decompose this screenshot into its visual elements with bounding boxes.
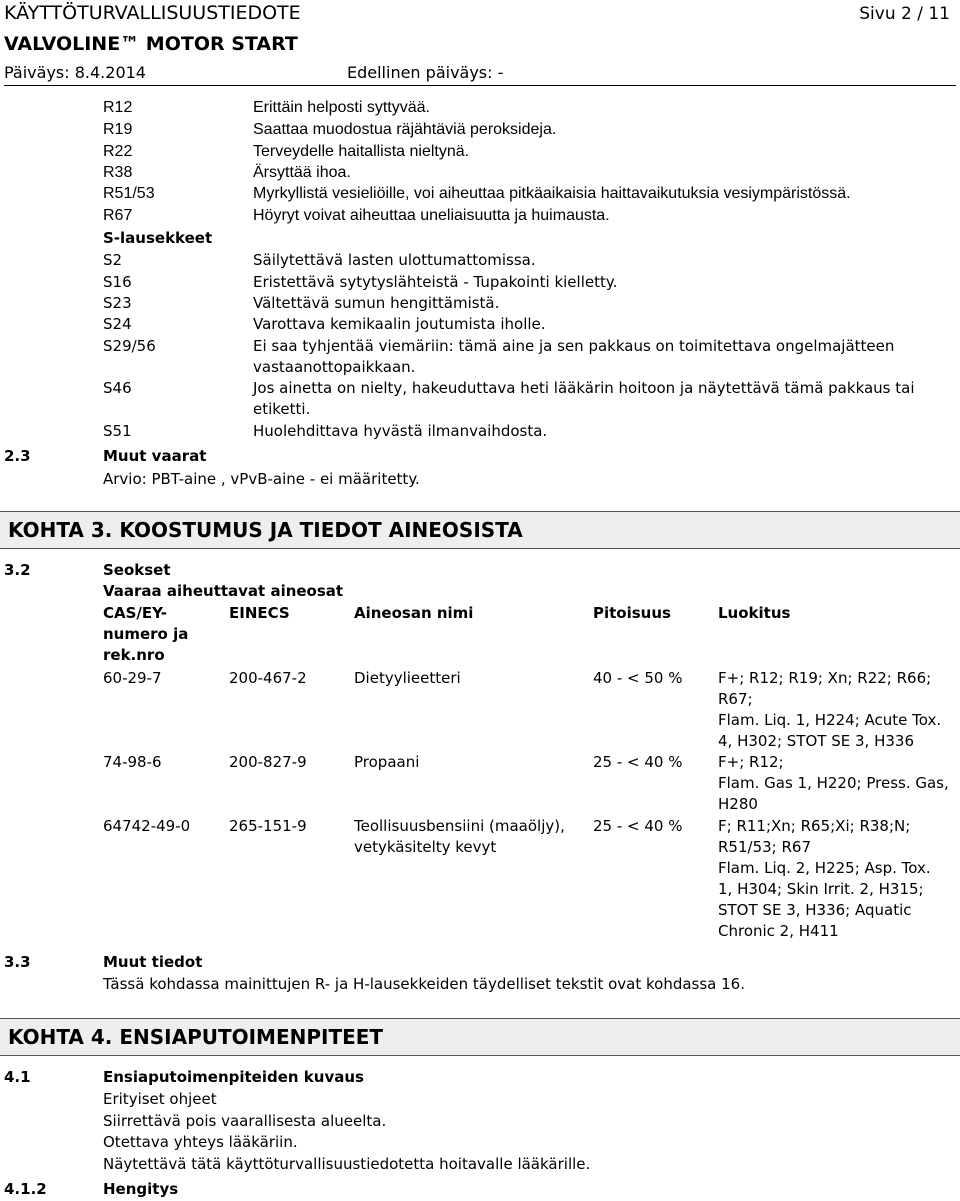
- r-code: R38: [103, 164, 133, 181]
- cell-name: Dietyylieetteri: [354, 669, 461, 687]
- col-header-cas: rek.nro: [103, 646, 165, 664]
- cell-einecs: 200-467-2: [229, 669, 307, 687]
- cell-classification: R67;: [718, 690, 753, 708]
- section-number: 3.2: [4, 561, 31, 579]
- col-header-einecs: EINECS: [229, 604, 290, 622]
- document-title: KÄYTTÖTURVALLISUUSTIEDOTE: [4, 2, 301, 24]
- r-code: R67: [103, 207, 133, 224]
- header-divider: [4, 85, 956, 86]
- s-code: S16: [103, 273, 132, 291]
- section-subtitle: Vaaraa aiheuttavat aineosat: [103, 582, 344, 600]
- r-text: Ärsyttää ihoa.: [253, 164, 351, 181]
- cell-classification: H280: [718, 795, 758, 813]
- section-number: 3.3: [4, 953, 31, 971]
- r-code: R22: [103, 143, 133, 160]
- section-band-title: KOHTA 4. ENSIAPUTOIMENPITEET: [8, 1025, 384, 1049]
- section-title: Muut vaarat: [103, 447, 207, 465]
- s-code: S29/56: [103, 337, 156, 355]
- section-line: Erityiset ohjeet: [103, 1090, 217, 1108]
- s-text-continued: etiketti.: [253, 400, 311, 418]
- cell-classification: F+; R12;: [718, 753, 784, 771]
- section-text: Arvio: PBT-aine , vPvB-aine - ei määritetty.: [103, 470, 420, 488]
- s-text: Säilytettävä lasten ulottumattomissa.: [253, 251, 536, 269]
- col-header-concentration: Pitoisuus: [593, 604, 671, 622]
- s-code: S2: [103, 251, 123, 269]
- section-line: Otettava yhteys lääkäriin.: [103, 1133, 298, 1151]
- section-number: 4.1: [4, 1068, 31, 1086]
- cell-classification: Flam. Liq. 2, H225; Asp. Tox.: [718, 859, 931, 877]
- r-text: Terveydelle haitallista nieltynä.: [253, 143, 470, 160]
- cell-classification: Chronic 2, H411: [718, 922, 839, 940]
- s-phrases-heading: S-lausekkeet: [103, 229, 213, 247]
- s-text-continued: vastaanottopaikkaan.: [253, 358, 416, 376]
- cell-classification: Flam. Liq. 1, H224; Acute Tox.: [718, 711, 942, 729]
- cell-name: vetykäsitelty kevyt: [354, 838, 497, 856]
- r-code: R12: [103, 99, 133, 116]
- cell-name: Propaani: [354, 753, 420, 771]
- s-code: S46: [103, 379, 132, 397]
- r-text: Saattaa muodostua räjähtäviä peroksideja.: [253, 121, 557, 138]
- cell-cas: 74-98-6: [103, 753, 162, 771]
- cell-name: Teollisuusbensiini (maaöljy),: [354, 817, 565, 835]
- section-band-title: KOHTA 3. KOOSTUMUS JA TIEDOT AINEOSISTA: [8, 518, 523, 542]
- section-band-3: [0, 511, 960, 549]
- s-text: Ei saa tyhjentää viemäriin: tämä aine ja sen pakkaus on toimitettava ongelmajätteen: [253, 337, 895, 355]
- issue-date: Päiväys: 8.4.2014: [4, 63, 146, 82]
- page-number: Sivu 2 / 11: [859, 4, 950, 24]
- section-number: 4.1.2: [4, 1180, 47, 1198]
- section-title: Seokset: [103, 561, 171, 579]
- cell-concentration: 25 - < 40 %: [593, 753, 683, 771]
- cell-classification: 4, H302; STOT SE 3, H336: [718, 732, 914, 750]
- col-header-classification: Luokitus: [718, 604, 791, 622]
- cell-einecs: 265-151-9: [229, 817, 307, 835]
- s-text: Huolehdittava hyvästä ilmanvaihdosta.: [253, 422, 548, 440]
- r-code: R51/53: [103, 185, 155, 202]
- cell-classification: F; R11;Xn; R65;Xi; R38;N;: [718, 817, 911, 835]
- section-title: Hengitys: [103, 1180, 179, 1198]
- s-code: S23: [103, 294, 132, 312]
- previous-date: Edellinen päiväys: -: [347, 63, 504, 82]
- col-header-cas: numero ja: [103, 625, 189, 643]
- product-name: VALVOLINE™ MOTOR START: [4, 33, 298, 55]
- col-header-name: Aineosan nimi: [354, 604, 474, 622]
- section-number: 2.3: [4, 447, 31, 465]
- cell-classification: Flam. Gas 1, H220; Press. Gas,: [718, 774, 949, 792]
- cell-cas: 60-29-7: [103, 669, 162, 687]
- s-text: Vältettävä sumun hengittämistä.: [253, 294, 500, 312]
- s-code: S24: [103, 315, 132, 333]
- cell-concentration: 40 - < 50 %: [593, 669, 683, 687]
- section-title: Muut tiedot: [103, 953, 203, 971]
- cell-classification: 1, H304; Skin Irrit. 2, H315;: [718, 880, 924, 898]
- s-code: S51: [103, 422, 132, 440]
- r-text: Erittäin helposti syttyvää.: [253, 99, 430, 116]
- cell-classification: STOT SE 3, H336; Aquatic: [718, 901, 912, 919]
- section-title: Ensiaputoimenpiteiden kuvaus: [103, 1068, 364, 1086]
- cell-concentration: 25 - < 40 %: [593, 817, 683, 835]
- s-text: Eristettävä sytytyslähteistä - Tupakointi kielletty.: [253, 273, 618, 291]
- cell-classification: F+; R12; R19; Xn; R22; R66;: [718, 669, 932, 687]
- r-text: Myrkyllistä vesieliöille, voi aiheuttaa pitkäaikaisia haittavaikutuksia vesiympäristössä.: [253, 185, 851, 202]
- cell-einecs: 200-827-9: [229, 753, 307, 771]
- cell-classification: R51/53; R67: [718, 838, 811, 856]
- s-text: Varottava kemikaalin joutumista iholle.: [253, 315, 546, 333]
- col-header-cas: CAS/EY-: [103, 604, 168, 622]
- section-line: Näytettävä tätä käyttöturvallisuustiedotetta hoitavalle lääkärille.: [103, 1155, 591, 1173]
- section-band-4: [0, 1018, 960, 1056]
- r-text: Höyryt voivat aiheuttaa uneliaisuutta ja huimausta.: [253, 207, 610, 224]
- r-code: R19: [103, 121, 133, 138]
- s-text: Jos ainetta on nielty, hakeuduttava heti lääkärin hoitoon ja näytettävä tämä pakkaus tai: [253, 379, 915, 397]
- section-line: Siirrettävä pois vaarallisesta alueelta.: [103, 1112, 387, 1130]
- cell-cas: 64742-49-0: [103, 817, 191, 835]
- section-text: Tässä kohdassa mainittujen R- ja H-lausekkeiden täydelliset tekstit ovat kohdassa 16.: [103, 975, 745, 993]
